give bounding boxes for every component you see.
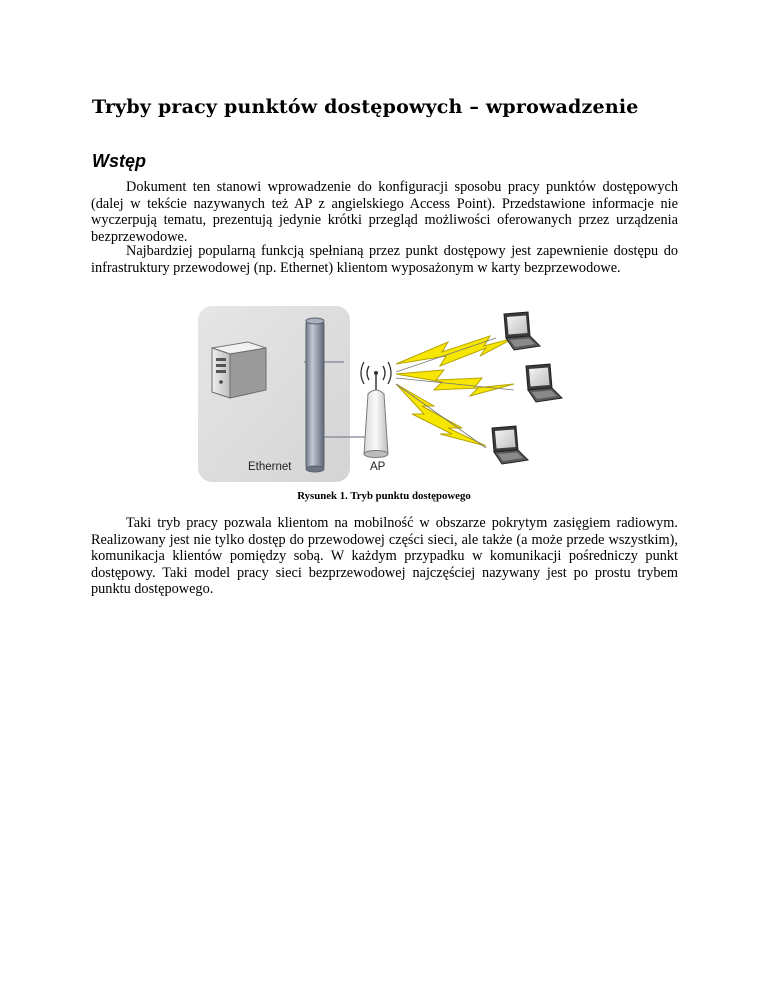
paragraph-ap-function: Najbardziej popularną funkcją spełnianą przez punkt dostępowy jest zapewnienie dostępu do infrastruktury przewodowej (np. Ethernet) klientom wyposażonym w karty bezprzewodowe. bbox=[91, 243, 678, 276]
diagram-svg bbox=[196, 302, 582, 486]
figure-caption: Rysunek 1. Tryb punktu dostępowego bbox=[297, 490, 471, 502]
document-title: Tryby pracy punktów dostępowych – wprowadzenie bbox=[92, 96, 639, 118]
laptop-icon bbox=[492, 426, 528, 464]
ethernet-label: Ethernet bbox=[248, 461, 292, 473]
laptop-icon bbox=[526, 364, 562, 402]
ap-label: AP bbox=[370, 461, 386, 473]
section-heading-intro: Wstęp bbox=[92, 151, 146, 171]
wireless-link-top bbox=[396, 336, 514, 366]
ethernet-backbone-icon bbox=[306, 318, 324, 472]
figure-access-point-mode bbox=[196, 302, 582, 486]
wireless-link-middle bbox=[396, 370, 514, 396]
server-icon bbox=[212, 342, 266, 398]
laptop-icon bbox=[504, 312, 540, 350]
paragraph-intro: Dokument ten stanowi wprowadzenie do konfiguracji sposobu pracy punktów dostępowych (dalej w tekście nazywanych też AP z angielskiego Access Point). Przedstawione informacje nie wyczerpują tematu, prezentują jedynie krótki przegląd możliwości oferowanych przez urządzenia bezprzewodowe. bbox=[91, 179, 678, 245]
access-point-icon bbox=[364, 371, 388, 458]
paragraph-ap-mode-description: Taki tryb pracy pozwala klientom na mobilność w obszarze pokrytym zasięgiem radiowym. Realizowany jest nie tylko dostęp do przewodowej części sieci, ale także (a może przede wszystkim), komunikacja klientów pomiędzy sobą. W każdym przypadku w komunikacji pośredniczy punkt dostępowy. Taki model pracy sieci bezprzewodowej najczęściej nazywany jest po prostu trybem punktu dostępowego. bbox=[91, 515, 678, 598]
